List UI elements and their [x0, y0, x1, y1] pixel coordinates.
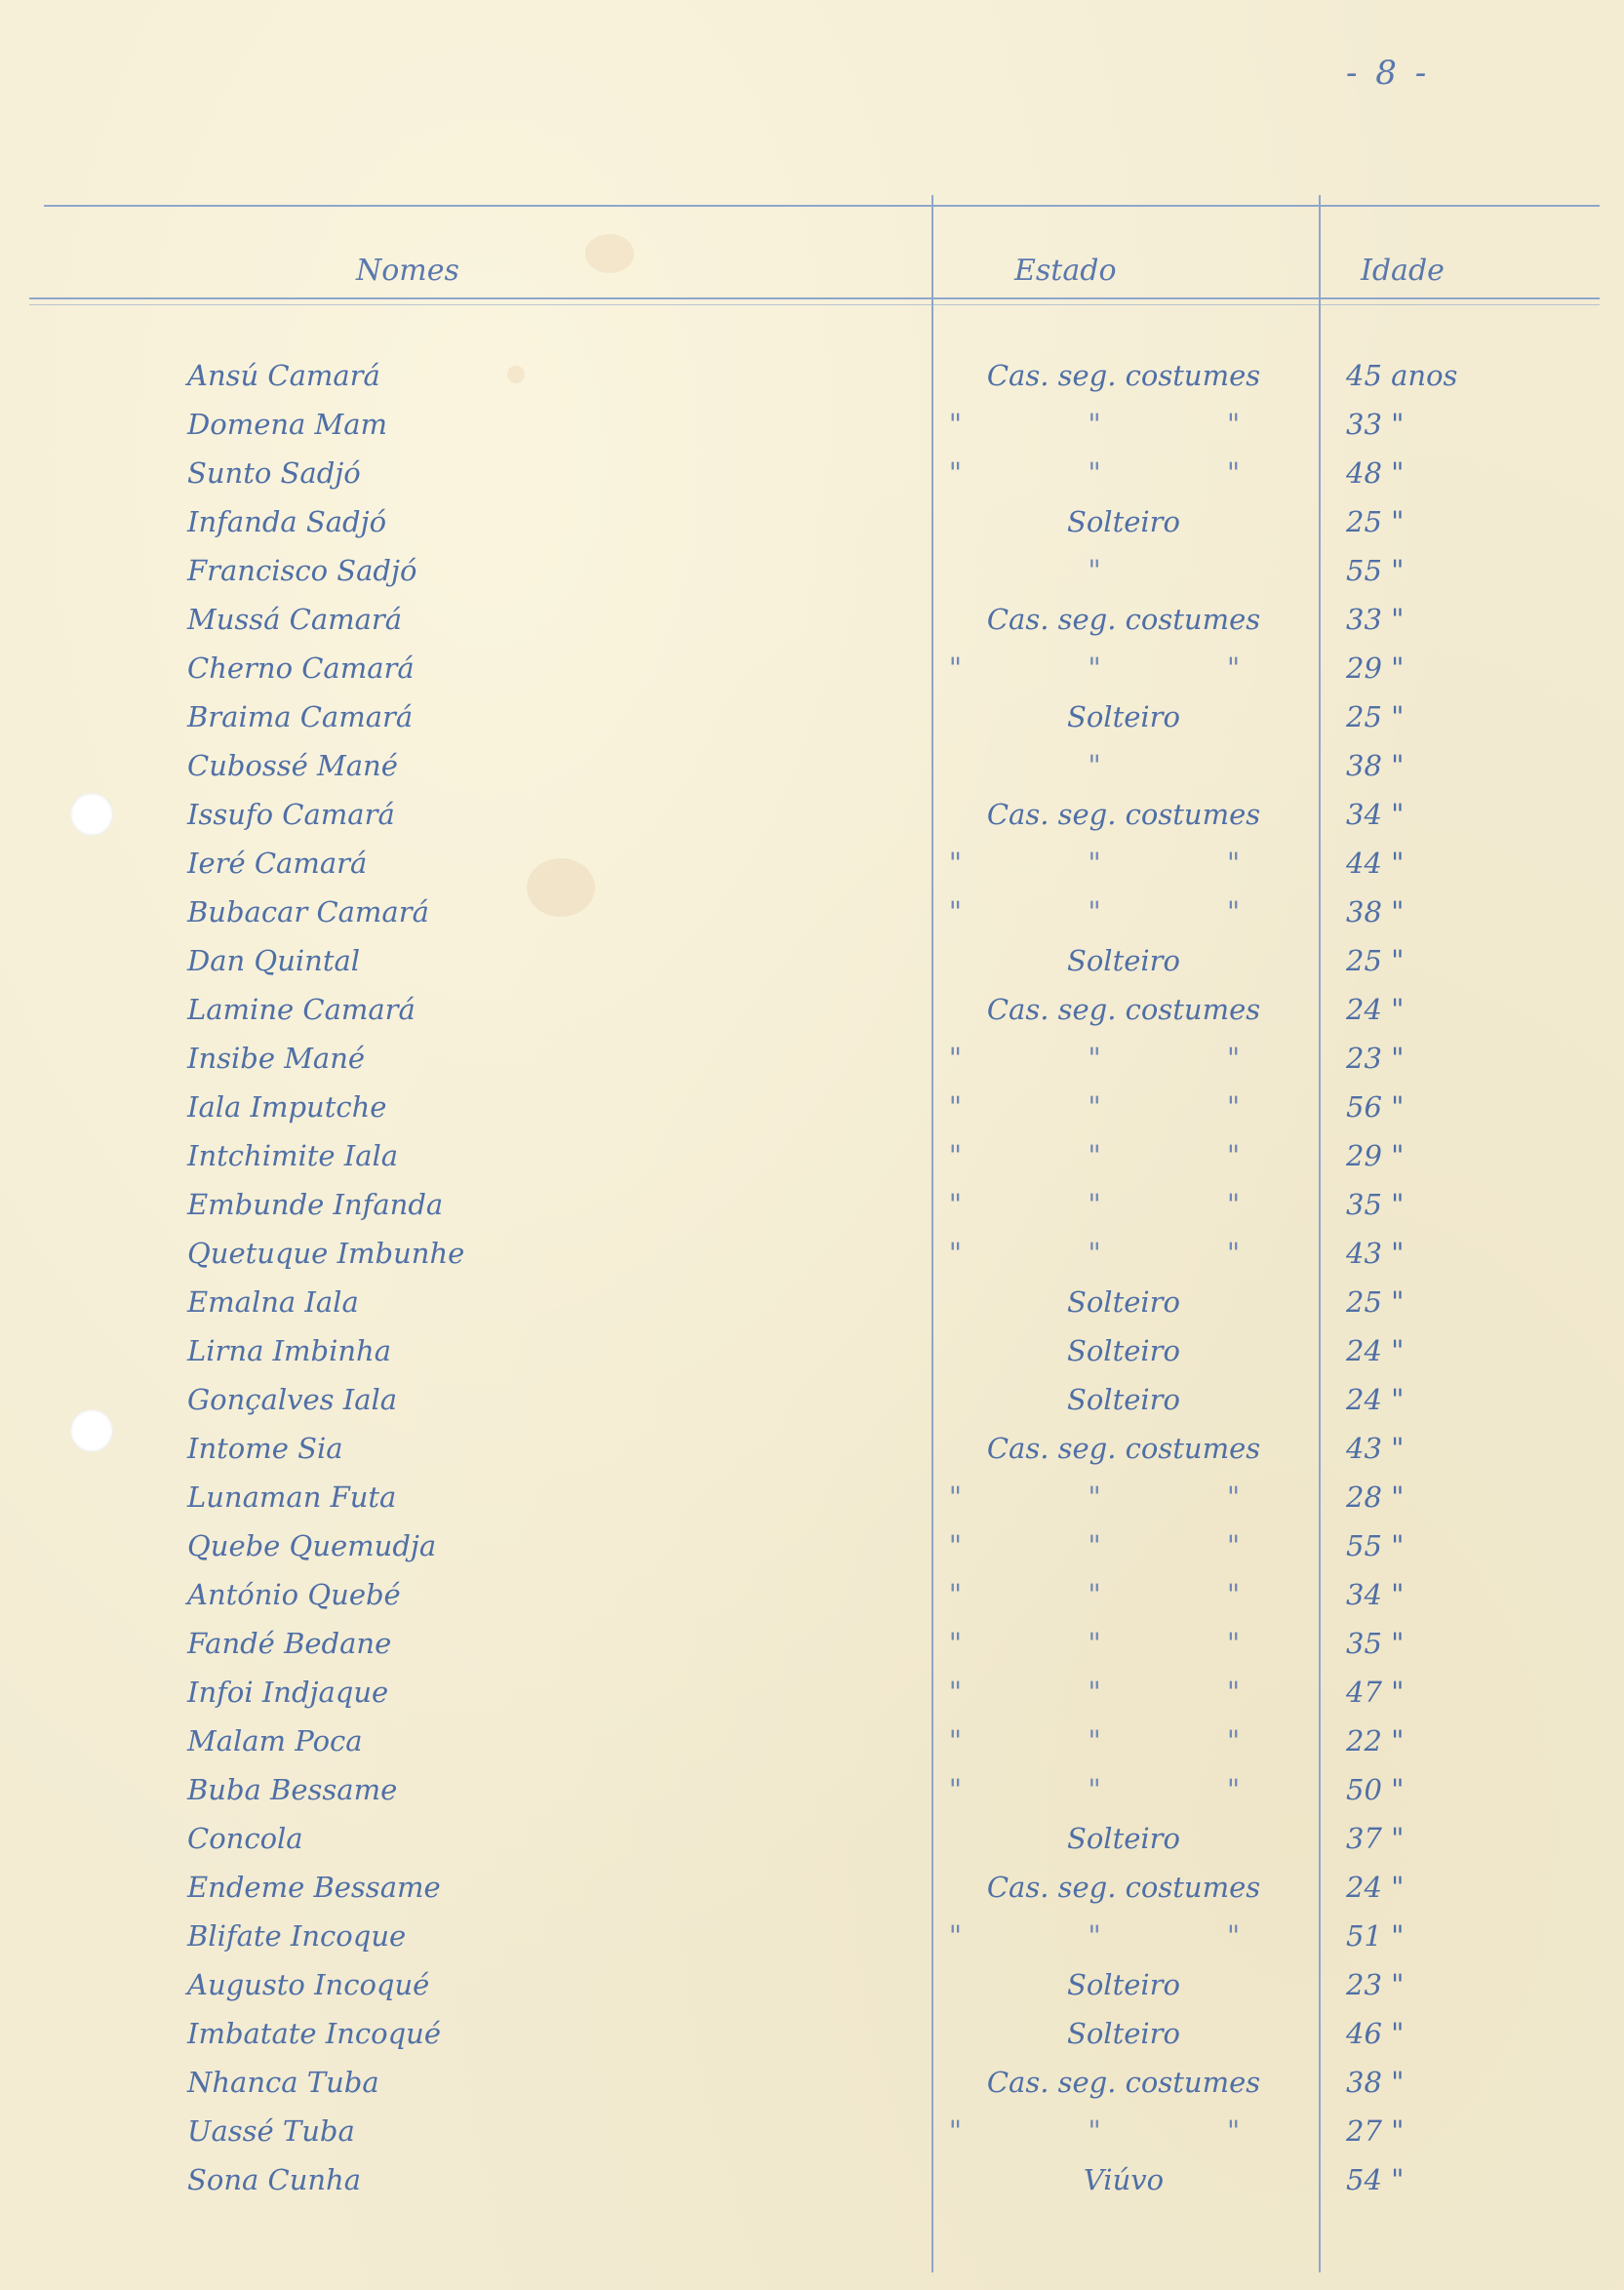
cell-nome: Emalna Iala [187, 1285, 359, 1319]
cell-estado: Solteiro [1066, 1822, 1180, 1855]
cell-estado: Viúvo [1083, 2163, 1165, 2196]
cell-estado: " [1088, 554, 1160, 587]
cell-idade: 45 anos [1346, 359, 1458, 392]
cell-idade: 43 " [1346, 1432, 1405, 1465]
cell-estado: Solteiro [1066, 944, 1180, 977]
cell-idade: 54 " [1346, 2163, 1405, 2196]
cell-idade: 24 " [1346, 993, 1405, 1026]
cell-estado: Solteiro [1066, 1334, 1180, 1367]
cell-estado: Solteiro [1066, 1383, 1180, 1416]
table-row [0, 790, 1624, 839]
cell-idade: 23 " [1346, 1042, 1405, 1075]
cell-nome: Francisco Sadjó [187, 554, 417, 587]
cell-nome: Cubossé Mané [187, 749, 398, 782]
cell-idade: 46 " [1346, 2017, 1405, 2050]
cell-nome: Uassé Tuba [187, 2114, 355, 2148]
table-row [0, 1814, 1624, 1863]
cell-nome: António Quebé [187, 1578, 401, 1611]
cell-estado: " " " [948, 456, 1299, 490]
table-row [0, 888, 1624, 936]
table-row [0, 1521, 1624, 1570]
cell-nome: Quetuque Imbunhe [187, 1237, 465, 1270]
cell-idade: 23 " [1346, 1968, 1405, 2001]
cell-idade: 25 " [1346, 505, 1405, 538]
cell-idade: 56 " [1346, 1090, 1405, 1124]
cell-nome: Ieré Camará [187, 847, 368, 880]
table-header-rule-2 [29, 304, 1600, 305]
page-number: - 8 - [1346, 54, 1431, 93]
cell-estado: " " " [948, 1529, 1299, 1562]
cell-estado: Solteiro [1066, 700, 1180, 733]
cell-estado: " [1088, 749, 1160, 782]
cell-idade: 55 " [1346, 554, 1405, 587]
cell-idade: 50 " [1346, 1773, 1405, 1806]
table-row [0, 692, 1624, 741]
cell-nome: Lirna Imbinha [187, 1334, 392, 1367]
table-row [0, 741, 1624, 790]
cell-idade: 29 " [1346, 1139, 1405, 1172]
table-row [0, 1473, 1624, 1521]
cell-nome: Ansú Camará [187, 359, 380, 392]
cell-estado: " " " [948, 1919, 1299, 1953]
cell-estado: " " " [948, 1188, 1299, 1221]
table-row [0, 1180, 1624, 1229]
cell-nome: Endeme Bessame [187, 1871, 441, 1904]
cell-idade: 38 " [1346, 2066, 1405, 2099]
cell-estado: Cas. seg. costumes [986, 798, 1261, 831]
cell-nome: Infoi Indjaque [187, 1676, 389, 1709]
cell-estado: " " " [948, 1237, 1299, 1270]
cell-nome: Lamine Camará [187, 993, 416, 1026]
column-header-estado: Estado [1014, 254, 1117, 288]
table-row [0, 1863, 1624, 1912]
table-row [0, 1424, 1624, 1473]
table-row [0, 1131, 1624, 1180]
column-header-nomes: Nomes [356, 254, 459, 288]
cell-estado: Cas. seg. costumes [986, 359, 1261, 392]
cell-nome: Nhanca Tuba [187, 2066, 379, 2099]
cell-idade: 28 " [1346, 1481, 1405, 1514]
cell-nome: Buba Bessame [187, 1773, 398, 1806]
cell-estado: " " " [948, 2114, 1299, 2148]
cell-estado: " " " [948, 1578, 1299, 1611]
cell-nome: Intome Sia [187, 1432, 343, 1465]
cell-nome: Blifate Incoque [187, 1919, 407, 1953]
cell-estado: Solteiro [1066, 1285, 1180, 1319]
table-row [0, 1570, 1624, 1619]
table-row [0, 2058, 1624, 2107]
table-row [0, 936, 1624, 985]
cell-nome: Cherno Camará [187, 651, 415, 685]
table-row [0, 449, 1624, 497]
cell-idade: 24 " [1346, 1383, 1405, 1416]
table-row [0, 985, 1624, 1034]
cell-idade: 43 " [1346, 1237, 1405, 1270]
table-row [0, 1960, 1624, 2009]
paper-stain [585, 234, 634, 273]
cell-nome: Embunde Infanda [187, 1188, 444, 1221]
cell-nome: Concola [187, 1822, 303, 1855]
cell-estado: " " " [948, 1724, 1299, 1757]
cell-nome: Domena Mam [187, 408, 388, 441]
cell-estado: Cas. seg. costumes [986, 603, 1261, 636]
cell-nome: Insibe Mané [187, 1042, 366, 1075]
cell-idade: 25 " [1346, 1285, 1405, 1319]
cell-nome: Lunaman Futa [187, 1481, 397, 1514]
cell-nome: Dan Quintal [187, 944, 361, 977]
cell-estado: " " " [948, 895, 1299, 928]
cell-idade: 24 " [1346, 1334, 1405, 1367]
table-header-rule [29, 297, 1600, 299]
table-row [0, 1765, 1624, 1814]
cell-estado: " " " [948, 408, 1299, 441]
table-row [0, 2107, 1624, 2155]
cell-nome: Bubacar Camará [187, 895, 429, 928]
table-row [0, 595, 1624, 644]
cell-estado: " " " [948, 1481, 1299, 1514]
cell-estado: " " " [948, 1676, 1299, 1709]
cell-nome: Sunto Sadjó [187, 456, 361, 490]
cell-idade: 38 " [1346, 895, 1405, 928]
cell-idade: 37 " [1346, 1822, 1405, 1855]
cell-estado: Cas. seg. costumes [986, 1871, 1261, 1904]
table-row [0, 1619, 1624, 1668]
cell-nome: Gonçalves Iala [187, 1383, 398, 1416]
cell-idade: 33 " [1346, 408, 1405, 441]
cell-nome: Infanda Sadjó [187, 505, 387, 538]
cell-nome: Mussá Camará [187, 603, 403, 636]
cell-idade: 55 " [1346, 1529, 1405, 1562]
cell-idade: 25 " [1346, 700, 1405, 733]
cell-idade: 35 " [1346, 1627, 1405, 1660]
cell-idade: 24 " [1346, 1871, 1405, 1904]
cell-nome: Intchimite Iala [187, 1139, 399, 1172]
cell-idade: 27 " [1346, 2114, 1405, 2148]
table-row [0, 497, 1624, 546]
cell-nome: Imbatate Incoqué [187, 2017, 442, 2050]
table-row [0, 644, 1624, 692]
table-row [0, 839, 1624, 888]
table-row [0, 1375, 1624, 1424]
cell-estado: Solteiro [1066, 505, 1180, 538]
cell-estado: " " " [948, 1139, 1299, 1172]
table-row [0, 1278, 1624, 1326]
table-row [0, 400, 1624, 449]
cell-idade: 25 " [1346, 944, 1405, 977]
table-row [0, 1326, 1624, 1375]
cell-idade: 35 " [1346, 1188, 1405, 1221]
cell-idade: 34 " [1346, 798, 1405, 831]
cell-idade: 34 " [1346, 1578, 1405, 1611]
cell-estado: " " " [948, 651, 1299, 685]
table-row [0, 2009, 1624, 2058]
cell-estado: Solteiro [1066, 2017, 1180, 2050]
cell-idade: 47 " [1346, 1676, 1405, 1709]
cell-nome: Sona Cunha [187, 2163, 362, 2196]
table-row [0, 1229, 1624, 1278]
cell-estado: Cas. seg. costumes [986, 2066, 1261, 2099]
cell-estado: " " " [948, 1042, 1299, 1075]
cell-idade: 44 " [1346, 847, 1405, 880]
cell-idade: 29 " [1346, 651, 1405, 685]
cell-estado: Cas. seg. costumes [986, 993, 1261, 1026]
cell-nome: Malam Poca [187, 1724, 363, 1757]
cell-nome: Braima Camará [187, 700, 414, 733]
table-row [0, 546, 1624, 595]
cell-estado: " " " [948, 1773, 1299, 1806]
table-row [0, 1717, 1624, 1765]
cell-nome: Fandé Bedane [187, 1627, 392, 1660]
cell-idade: 51 " [1346, 1919, 1405, 1953]
table-row [0, 2155, 1624, 2204]
cell-nome: Quebe Quemudja [187, 1529, 437, 1562]
cell-estado: " " " [948, 1090, 1299, 1124]
cell-nome: Issufo Camará [187, 798, 395, 831]
cell-idade: 48 " [1346, 456, 1405, 490]
column-header-idade: Idade [1361, 254, 1445, 288]
table-row [0, 1083, 1624, 1131]
cell-nome: Augusto Incoqué [187, 1968, 430, 2001]
table-row [0, 1912, 1624, 1960]
table-row [0, 1668, 1624, 1717]
cell-estado: " " " [948, 847, 1299, 880]
table-top-rule [44, 205, 1600, 207]
cell-estado: Solteiro [1066, 1968, 1180, 2001]
cell-nome: Iala Imputche [187, 1090, 387, 1124]
table-row [0, 1034, 1624, 1083]
cell-idade: 38 " [1346, 749, 1405, 782]
table-row [0, 351, 1624, 400]
cell-idade: 22 " [1346, 1724, 1405, 1757]
cell-estado: " " " [948, 1627, 1299, 1660]
cell-estado: Cas. seg. costumes [986, 1432, 1261, 1465]
cell-idade: 33 " [1346, 603, 1405, 636]
